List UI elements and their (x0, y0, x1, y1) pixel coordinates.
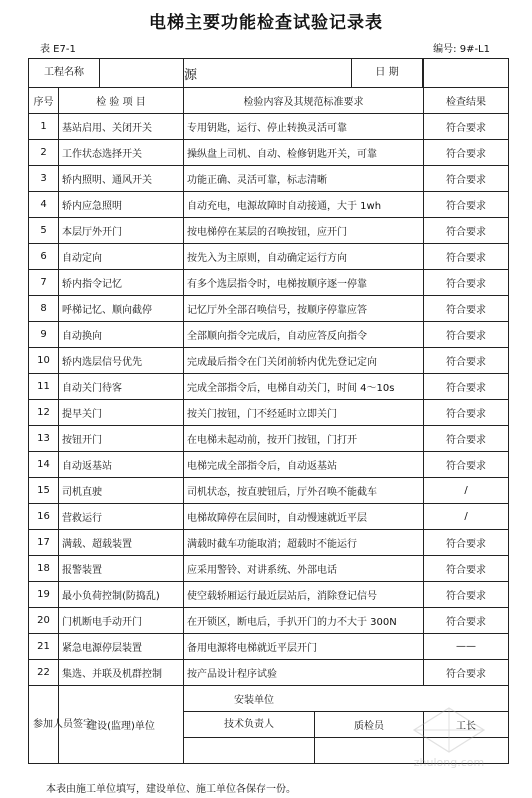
row-requirement: 应采用警铃、对讲系统、外部电话 (184, 556, 424, 582)
row-result: 符合要求 (424, 192, 509, 218)
table-row (29, 400, 509, 426)
row-item: 轿内照明、通风开关 (59, 166, 184, 192)
row-number: 8 (29, 296, 59, 322)
row-item: 轿内应急照明 (59, 192, 184, 218)
row-requirement: 操纵盘上司机、自动、检修钥匙开关，可靠 (184, 140, 424, 166)
row-item: 最小负荷控制(防捣乱) (59, 582, 184, 608)
row-requirement: 使空载轿厢运行最近层站后，消除登记信号 (184, 582, 424, 608)
row-item: 呼梯记忆、顺向截停 (59, 296, 184, 322)
row-requirement: 满载时截车功能取消；超载时不能运行 (184, 530, 424, 556)
row-requirement: 按关门按钮，门不经延时立即关门 (184, 400, 424, 426)
project-value: 源 (184, 67, 198, 83)
row-result: —— (424, 634, 509, 660)
row-requirement: 按产品设计程序试验 (184, 660, 424, 686)
row-requirement: 电梯故障停在层间时，自动慢速就近平层 (184, 504, 424, 530)
table-row (29, 556, 509, 582)
row-requirement: 按电梯停在某层的召唤按钮，应开门 (184, 218, 424, 244)
row-item: 轿内选层信号优先 (59, 348, 184, 374)
table-row (29, 348, 509, 374)
watermark-logo (394, 700, 504, 770)
table-row (29, 582, 509, 608)
project-row (29, 59, 509, 88)
row-result: 符合要求 (424, 374, 509, 400)
row-item: 提早关门 (59, 400, 184, 426)
row-item: 自动换向 (59, 322, 184, 348)
row-result: 符合要求 (424, 530, 509, 556)
row-item: 集选、并联及机群控制 (59, 660, 184, 686)
row-number: 7 (29, 270, 59, 296)
row-number: 10 (29, 348, 59, 374)
row-result: 符合要求 (424, 452, 509, 478)
row-item: 营救运行 (59, 504, 184, 530)
row-requirement: 完成全部指令后，电梯自动关门，时间 4～10s (184, 374, 424, 400)
row-requirement: 在开锁区，断电后，手扒开门的力不大于 300N (184, 608, 424, 634)
row-number: 3 (29, 166, 59, 192)
table-row (29, 504, 509, 530)
row-item: 门机断电手动开门 (59, 608, 184, 634)
footer-note: 本表由施工单位填写，建设单位、施工单位各保存一份。 (46, 784, 296, 795)
table-row (29, 374, 509, 400)
row-requirement: 专用钥匙，运行、停止转换灵活可靠 (184, 114, 424, 140)
row-item: 轿内指令记忆 (59, 270, 184, 296)
row-requirement: 功能正确、灵活可靠，标志清晰 (184, 166, 424, 192)
table-row (29, 452, 509, 478)
builder-label: 建设(监理)单位 (59, 686, 184, 764)
table-row (29, 270, 509, 296)
row-requirement: 在电梯未起动前，按开门按钮，门打开 (184, 426, 424, 452)
row-number: 13 (29, 426, 59, 452)
row-number: 2 (29, 140, 59, 166)
participants-label: 参加人员签字 (29, 686, 59, 764)
install-label: 安装单位 (184, 686, 509, 712)
table-row (29, 140, 509, 166)
row-item: 自动返基站 (59, 452, 184, 478)
table-row (29, 426, 509, 452)
worker-label: 工长 (424, 712, 509, 738)
row-item: 司机直驶 (59, 478, 184, 504)
row-number: 19 (29, 582, 59, 608)
row-requirement: 自动充电，电源故障时自动接通，大于 1wh (184, 192, 424, 218)
row-item: 本层厅外开门 (59, 218, 184, 244)
row-result: 符合要求 (424, 582, 509, 608)
table-row (29, 166, 509, 192)
date-label: 日 期 (351, 59, 423, 87)
row-number: 6 (29, 244, 59, 270)
row-number: 9 (29, 322, 59, 348)
qc-label: 质检员 (354, 721, 384, 732)
row-result: 符合要求 (424, 556, 509, 582)
row-number: 20 (29, 608, 59, 634)
row-number: 14 (29, 452, 59, 478)
row-result: 符合要求 (424, 244, 509, 270)
row-result: 符合要求 (424, 114, 509, 140)
col-requirement-header: 检验内容及其规范标准要求 (184, 88, 424, 114)
table-row (29, 322, 509, 348)
table-row (29, 634, 509, 660)
row-requirement: 电梯完成全部指令后，自动返基站 (184, 452, 424, 478)
row-number: 1 (29, 114, 59, 140)
row-requirement: 备用电源将电梯就近平层开门 (184, 634, 424, 660)
table-row (29, 478, 509, 504)
table-row (29, 660, 509, 686)
row-item: 自动定向 (59, 244, 184, 270)
row-requirement: 按先入为主原则，自动确定运行方向 (184, 244, 424, 270)
row-requirement: 有多个选层指令时，电梯按顺序逐一停靠 (184, 270, 424, 296)
table-row (29, 244, 509, 270)
row-requirement: 全部顺向指令完成后，自动应答反向指令 (184, 322, 424, 348)
row-result: 符合要求 (424, 218, 509, 244)
signature-blank-cell (184, 738, 424, 764)
row-item: 自动关门待客 (59, 374, 184, 400)
table-row (29, 114, 509, 140)
row-item: 紧急电源停层装置 (59, 634, 184, 660)
serial-number: 编号: 9#-L1 (433, 44, 490, 55)
row-item: 报警装置 (59, 556, 184, 582)
row-requirement: 记忆厅外全部召唤信号，按顺序停靠应答 (184, 296, 424, 322)
row-result: / (424, 478, 509, 504)
row-requirement: 完成最后指令在门关闭前轿内优先登记定向 (184, 348, 424, 374)
watermark-text: zhulong.com (413, 756, 485, 769)
table-row (29, 608, 509, 634)
project-label: 工程名称 (29, 59, 100, 87)
row-number: 5 (29, 218, 59, 244)
table-row (29, 296, 509, 322)
row-number: 17 (29, 530, 59, 556)
row-item: 工作状态选择开关 (59, 140, 184, 166)
tech-qc-cell (184, 712, 424, 738)
row-number: 21 (29, 634, 59, 660)
table-row (29, 530, 509, 556)
row-result: / (424, 504, 509, 530)
row-requirement: 司机状态，按直驶钮后，厅外召唤不能截车 (184, 478, 424, 504)
row-number: 18 (29, 556, 59, 582)
column-header-row (29, 88, 509, 114)
table-row (29, 192, 509, 218)
row-result: 符合要求 (424, 296, 509, 322)
row-result: 符合要求 (424, 400, 509, 426)
row-item: 基站启用、关闭开关 (59, 114, 184, 140)
row-number: 16 (29, 504, 59, 530)
row-result: 符合要求 (424, 270, 509, 296)
row-result: 符合要求 (424, 426, 509, 452)
table-row (29, 218, 509, 244)
col-no-header: 序号 (29, 88, 59, 114)
row-result: 符合要求 (424, 322, 509, 348)
project-cell (29, 59, 184, 88)
form-title: 电梯主要功能检查试验记录表 (149, 13, 383, 33)
inspection-table (28, 58, 509, 764)
project-value-date-cell (184, 59, 424, 88)
col-item-header: 检 验 项 目 (59, 88, 184, 114)
tech-lead-label: 技术负责人 (184, 712, 315, 737)
row-item: 按钮开门 (59, 426, 184, 452)
form-number: 表 E7-1 (40, 44, 76, 55)
row-result: 符合要求 (424, 140, 509, 166)
row-number: 22 (29, 660, 59, 686)
date-value (424, 59, 509, 88)
row-result: 符合要求 (424, 608, 509, 634)
row-number: 15 (29, 478, 59, 504)
row-number: 4 (29, 192, 59, 218)
col-result-header: 检查结果 (424, 88, 509, 114)
row-result: 符合要求 (424, 660, 509, 686)
row-result: 符合要求 (424, 166, 509, 192)
row-number: 12 (29, 400, 59, 426)
row-item: 满载、超载装置 (59, 530, 184, 556)
row-number: 11 (29, 374, 59, 400)
row-result: 符合要求 (424, 348, 509, 374)
